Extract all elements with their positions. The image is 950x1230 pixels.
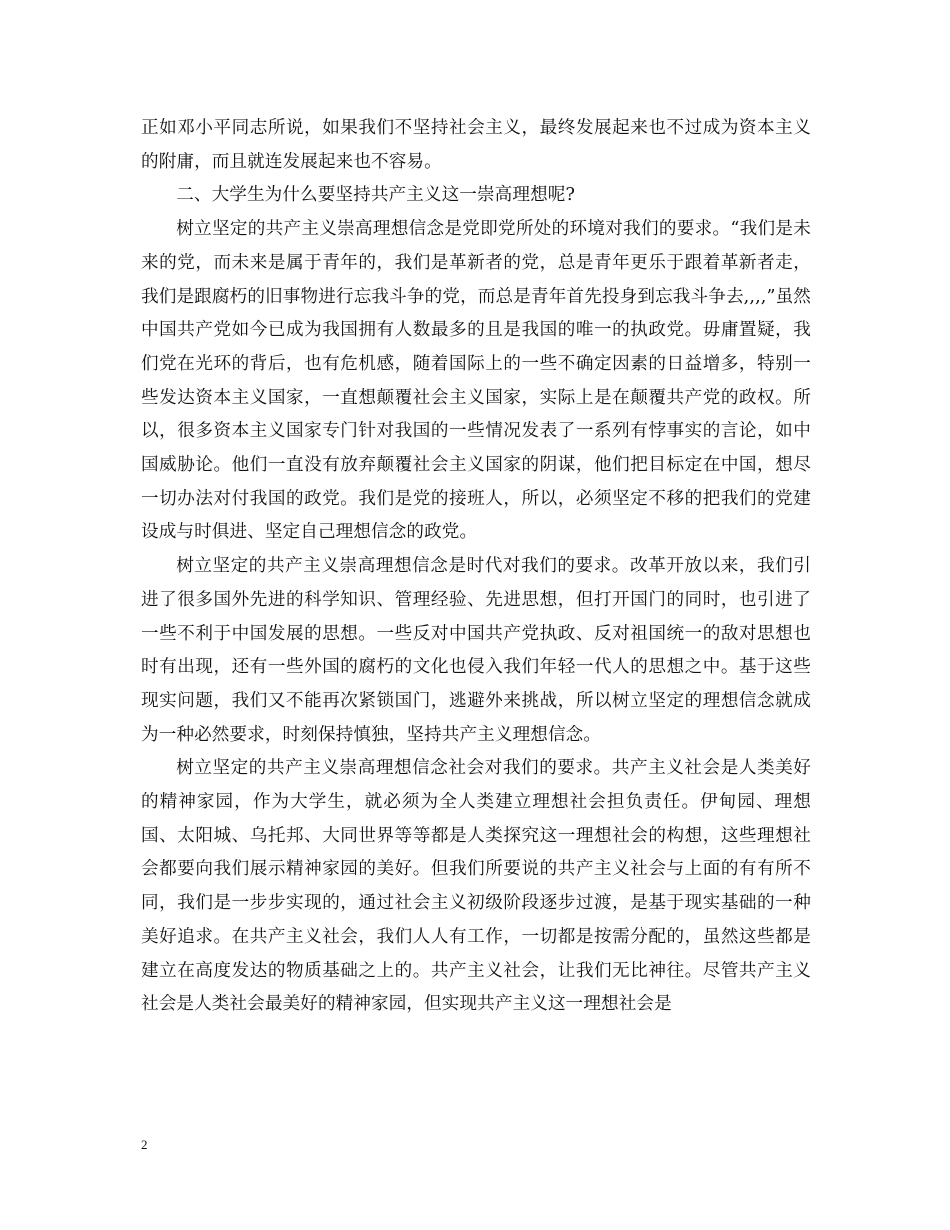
paragraph-party-environment: 树立坚定的共产主义崇高理想信念是党即党所处的环境对我们的要求。“我们是未来的党，而未来是属于青年的，我们是革新者的党，总是青年更乐于跟着革新者走，我们是跟腐朽的旧事物进行忘我斗争的党，而总是青年首先投身到忘我斗争去,,,,”虽然中国共产党如今已成为我国拥有人数最多的且是我国的唯一的执政党。毋庸置疑，我们党在光环的背后，也有危机感，随着国际上的一些不确定因素的日益增多，特别一些发达资本主义国家，一直想颠覆社会主义国家，实际上是在颠覆共产党的政权。所以，很多资本主义国家专门针对我国的一些情况发表了一系列有悖事实的言论，如中国威胁论。他们一直没有放弃颠覆社会主义国家的阴谋，他们把目标定在中国，想尽一切办法对付我国的政党。我们是党的接班人，所以，必须坚定不移的把我们的党建设成与时俱进、坚定自己理想信念的政党。 <box>141 219 811 543</box>
paragraph-continuation: 正如邓小平同志所说，如果我们不坚持社会主义，最终发展起来也不过成为资本主义的附庸，而且就连发展起来也不容易。 <box>141 118 811 172</box>
document-body <box>141 112 811 1022</box>
page-number: 2 <box>141 1137 148 1152</box>
section-heading: 二、大学生为什么要坚持共产主义这一崇高理想呢? <box>176 185 575 206</box>
paragraph-era-requirement: 树立坚定的共产主义崇高理想信念是时代对我们的要求。改革开放以来，我们引进了很多国外先进的科学知识、管理经验、先进思想，但打开国门的同时，也引进了一些不利于中国发展的思想。一些反对中国共产党执政、反对祖国统一的敌对思想也时有出现，还有一些外国的腐朽的文化也侵入我们年轻一代人的思想之中。基于这些现实问题，我们又不能再次紧锁国门，逃避外来挑战，所以树立坚定的理想信念就成为一种必然要求，时刻保持慎独，坚持共产主义理想信念。 <box>141 556 811 745</box>
paragraph-society-requirement: 树立坚定的共产主义崇高理想信念社会对我们的要求。共产主义社会是人类美好的精神家园，作为大学生，就必须为全人类建立理想社会担负责任。伊甸园、理想国、太阳城、乌托邦、大同世界等等都是人类探究这一理想社会的构想，这些理想社会都要向我们展示精神家园的美好。但我们所要说的共产主义社会与上面的有有所不同，我们是一步步实现的，通过社会主义初级阶段逐步过渡，是基于现实基础的一种美好追求。在共产主义社会，我们人人有工作，一切都是按需分配的，虽然这些都是建立在高度发达的物质基础之上的。共产主义社会，让我们无比神往。尽管共产主义社会是人类社会最美好的精神家园，但实现共产主义这一理想社会是 <box>141 758 811 1015</box>
